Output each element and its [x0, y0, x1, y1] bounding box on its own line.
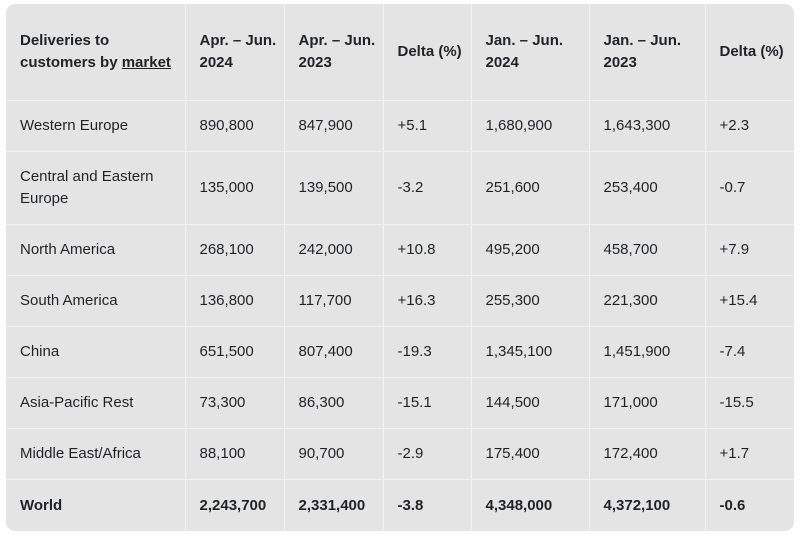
- header-q2-2024: Apr. – Jun. 2024: [185, 4, 284, 101]
- cell-market: Asia-Pacific Rest: [6, 378, 185, 429]
- cell-value: 2,331,400: [284, 480, 383, 532]
- cell-delta: -7.4: [705, 327, 794, 378]
- table-row-north-america: [6, 225, 794, 276]
- cell-delta: +7.9: [705, 225, 794, 276]
- cell-delta: +15.4: [705, 276, 794, 327]
- cell-delta: +5.1: [383, 101, 471, 152]
- cell-delta: +16.3: [383, 276, 471, 327]
- cell-delta: -2.9: [383, 429, 471, 480]
- table-row-world-total: [6, 480, 794, 532]
- cell-value: 651,500: [185, 327, 284, 378]
- cell-value: 144,500: [471, 378, 589, 429]
- cell-value: 139,500: [284, 152, 383, 225]
- table-row-middle-east-africa: [6, 429, 794, 480]
- header-q2-delta: Delta (%): [383, 4, 471, 101]
- cell-delta: -15.1: [383, 378, 471, 429]
- cell-value: 268,100: [185, 225, 284, 276]
- cell-value: 171,000: [589, 378, 705, 429]
- table-row-asia-pacific-rest: [6, 378, 794, 429]
- market-link[interactable]: market: [121, 54, 171, 71]
- cell-market: North America: [6, 225, 185, 276]
- cell-delta: +10.8: [383, 225, 471, 276]
- cell-value: 495,200: [471, 225, 589, 276]
- cell-delta: -0.7: [705, 152, 794, 225]
- cell-value: 847,900: [284, 101, 383, 152]
- cell-delta: +2.3: [705, 101, 794, 152]
- table-row-south-america: [6, 276, 794, 327]
- cell-delta: -19.3: [383, 327, 471, 378]
- cell-value: 253,400: [589, 152, 705, 225]
- cell-value: 251,600: [471, 152, 589, 225]
- cell-market: World: [6, 480, 185, 532]
- header-market: [6, 4, 185, 101]
- cell-value: 2,243,700: [185, 480, 284, 532]
- cell-delta: -0.6: [719, 496, 746, 514]
- cell-market: Middle East/Africa: [6, 429, 185, 480]
- cell-value: 221,300: [589, 276, 705, 327]
- cell-delta: +1.7: [705, 429, 794, 480]
- header-h1-2023: Jan. – Jun. 2023: [589, 4, 705, 101]
- cell-value: 73,300: [185, 378, 284, 429]
- header-h1-2024: Jan. – Jun. 2024: [471, 4, 589, 101]
- cell-value: 175,400: [471, 429, 589, 480]
- cell-market: Central and Eastern Europe: [6, 152, 185, 225]
- cell-market: South America: [6, 276, 185, 327]
- header-h1-delta: Delta (%): [705, 4, 794, 101]
- cell-delta: -3.2: [383, 152, 471, 225]
- header-q2-2023: Apr. – Jun. 2023: [284, 4, 383, 101]
- cell-value: 4,348,000: [471, 480, 589, 532]
- cell-value: 1,680,900: [471, 101, 589, 152]
- cell-value: 1,451,900: [589, 327, 705, 378]
- cell-value: 255,300: [471, 276, 589, 327]
- cell-value: 135,000: [185, 152, 284, 225]
- cell-delta: -3.8: [383, 480, 471, 532]
- cell-value: 807,400: [284, 327, 383, 378]
- cell-value: 242,000: [284, 225, 383, 276]
- cell-value: 890,800: [185, 101, 284, 152]
- deliveries-table: [6, 4, 794, 531]
- cell-value: 1,345,100: [471, 327, 589, 378]
- cell-value: 88,100: [185, 429, 284, 480]
- header-market-prefix: Deliveries to customers by: [20, 32, 118, 71]
- cell-value: 117,700: [284, 276, 383, 327]
- table-row-china: [6, 327, 794, 378]
- cell-market: China: [6, 327, 185, 378]
- cell-value: 86,300: [284, 378, 383, 429]
- header-row: [6, 4, 794, 101]
- table-row-western-europe: [6, 101, 794, 152]
- cell-value: 458,700: [589, 225, 705, 276]
- table-row-central-eastern-europe: [6, 152, 794, 225]
- cell-value: 90,700: [284, 429, 383, 480]
- cell-market: Western Europe: [6, 101, 185, 152]
- cell-value: 172,400: [589, 429, 705, 480]
- deliveries-table-container: [6, 4, 794, 531]
- cell-delta: -15.5: [705, 378, 794, 429]
- cell-value: 1,643,300: [589, 101, 705, 152]
- cell-value: 136,800: [185, 276, 284, 327]
- cell-value: 4,372,100: [589, 480, 705, 532]
